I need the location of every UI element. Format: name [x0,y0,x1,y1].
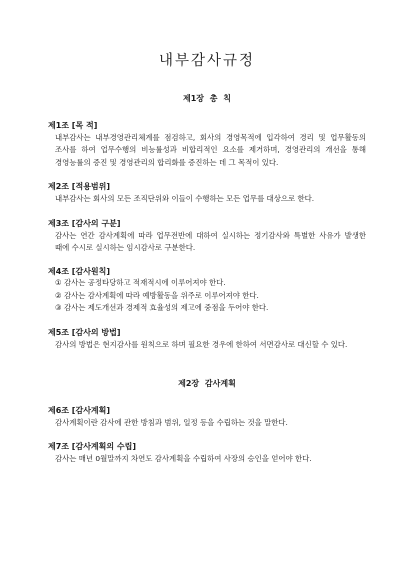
article-body: 내부감사는 내부경영관리체계를 점검하고, 회사의 경영목적에 입각하여 경리 및 업무활동의 조사를 하여 업무수행의 비능률성과 비합리적인 요소를 제거하며, 경영관리의 개선을 통해 경영능률의 증진 및 경영관리의 합리화를 증진하는 데 그 목적이 있다. [55,133,366,167]
article-heading: 제1조 [목 적] [48,121,98,130]
article-heading: 제5조 [감사의 방법] [48,327,121,337]
article-3 [48,218,366,255]
article-body: 감사는 매년 0월말까지 차연도 감사계획을 수립하여 사장의 승인을 얻어야 한다. [55,454,312,464]
article-item: ③ 감사는 제도개선과 경제적 효율성의 제고에 중점을 두어야 한다. [55,303,269,313]
article-heading: 제6조 [감사계획] [48,406,111,416]
article-4 [48,266,366,314]
article-item: ① 감사는 공정타당하고 적재적시에 이루어져야 한다. [55,278,226,288]
chapter-heading-1: 제1장 총 칙 [182,94,232,103]
article-body: 감사의 방법은 현지감사를 원칙으로 하며 필요한 경우에 한하여 서면감사로 대신할 수 있다. [55,339,348,349]
article-body: 감사계획이란 감사에 관한 방침과 범위, 일정 등을 수립하는 것을 말한다. [55,418,288,428]
article-heading: 제3조 [감사의 구분] [48,218,121,228]
article-2 [48,181,366,205]
chapter-heading-2: 제2장 감사계획 [178,379,236,389]
article-6 [48,405,366,429]
document-title: 내부감사규정 [158,53,256,69]
article-body: 내부감사는 회사의 모든 조직단위와 이들이 수행하는 모든 업무를 대상으로 한다. [55,194,315,204]
article-1 [48,120,366,169]
article-heading: 제2조 [적용범위] [48,182,111,192]
article-5 [48,327,366,351]
article-7 [48,441,366,465]
article-heading: 제7조 [감사계획의 수립] [48,442,137,452]
article-heading: 제4조 [감사원칙] [48,267,111,277]
article-item: ② 감사는 감사계획에 따라 예방활동을 위주로 이루어져야 한다. [55,290,259,300]
article-body: 감사는 연간 감사계획에 따라 업무전반에 대하여 실시하는 정기감사와 특별한 사유가 발생한 때에 수시로 실시하는 임시감사로 구분한다. [55,230,366,253]
